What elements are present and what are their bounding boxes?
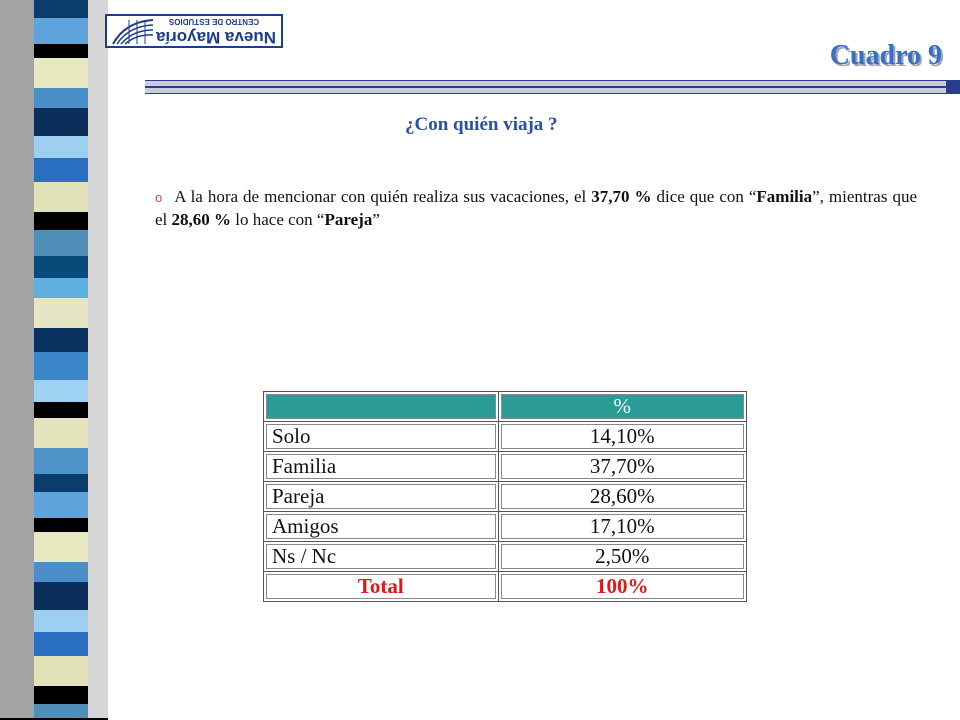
stripe-segment — [34, 418, 88, 448]
paragraph-text-5: ” — [372, 210, 380, 229]
logo-brand-text: Nueva Mayoría — [156, 28, 276, 47]
row-label-cell: Solo — [264, 422, 499, 452]
companion-table — [263, 391, 747, 602]
row-value-cell: 14,10% — [498, 422, 746, 452]
stripe-segment — [34, 402, 88, 418]
stripe-segment — [34, 328, 88, 352]
stripe-segment — [34, 88, 88, 108]
table-row — [264, 482, 747, 512]
stripe-segment — [34, 562, 88, 582]
stripe-segment — [34, 582, 88, 610]
title-rule-bar — [145, 80, 960, 94]
stripe-segment — [34, 656, 88, 686]
stripe-segment — [34, 298, 88, 328]
row-label-cell: Ns / Nc — [264, 542, 499, 572]
paragraph-bold-4: Pareja — [324, 210, 373, 229]
slide-subtitle: ¿Con quién viaja ? — [405, 114, 558, 135]
rule-bar-line — [145, 86, 960, 88]
stripe-segment — [34, 182, 88, 212]
row-label-cell: Pareja — [264, 482, 499, 512]
stripe-segment — [34, 18, 88, 44]
row-value-cell: 37,70% — [498, 452, 746, 482]
table-header-row — [264, 392, 747, 422]
total-value-cell: 100% — [498, 572, 746, 602]
stripe-segment — [34, 686, 88, 704]
paragraph-text-4: lo hace con “ — [231, 210, 325, 229]
table-total-row — [264, 572, 747, 602]
stripe-segment — [34, 474, 88, 492]
stripe-segment — [34, 230, 88, 256]
stripe-segment — [34, 44, 88, 58]
stripe-gray-strip — [0, 0, 34, 720]
row-value-cell: 17,10% — [498, 512, 746, 542]
stripe-segment — [34, 256, 88, 278]
table-row — [264, 512, 747, 542]
stripe-segment — [34, 158, 88, 182]
slide-title: Cuadro 9 — [829, 40, 942, 71]
row-label-cell: Amigos — [264, 512, 499, 542]
stripe-segment — [34, 58, 88, 88]
stripe-segment — [34, 632, 88, 656]
stripe-column — [34, 0, 88, 720]
table-row — [264, 542, 747, 572]
nueva-mayoria-logo — [105, 14, 283, 48]
stripe-segment — [34, 380, 88, 402]
stripe-light-strip — [88, 0, 108, 720]
paragraph-bold-2: Familia — [756, 187, 813, 206]
stripe-segment — [34, 136, 88, 158]
logo-sub-text: CENTRO DE ESTUDIOS — [168, 17, 260, 26]
stripe-segment — [34, 610, 88, 632]
row-value-cell: 2,50% — [498, 542, 746, 572]
paragraph-text-2: dice que con “ — [651, 187, 757, 206]
header-value-cell: % — [498, 392, 746, 422]
row-label-cell: Familia — [264, 452, 499, 482]
bullet-paragraph — [155, 186, 917, 231]
stripe-segment — [34, 278, 88, 298]
header-label-cell — [264, 392, 499, 422]
stripe-segment — [34, 448, 88, 474]
paragraph-bold-3: 28,60 % — [171, 210, 232, 229]
bullet-marker: o — [155, 190, 163, 205]
paragraph-bold-1: 37,70 % — [591, 187, 652, 206]
total-label-cell: Total — [264, 572, 499, 602]
stripe-segment — [34, 492, 88, 518]
decorative-stripe-band — [0, 0, 108, 720]
stripe-segment — [34, 0, 88, 18]
stripe-segment — [34, 518, 88, 532]
stripe-segment — [34, 212, 88, 230]
table-row — [264, 452, 747, 482]
paragraph-text-3: ”, mientras que el — [155, 187, 917, 229]
rule-bar-cap — [946, 80, 960, 94]
stripe-segment — [34, 532, 88, 562]
row-value-cell: 28,60% — [498, 482, 746, 512]
stripe-segment — [34, 108, 88, 136]
logo-globe-icon — [111, 18, 155, 46]
paragraph-text-1: A la hora de mencionar con quién realiza sus vacaciones, el — [174, 187, 592, 206]
stripe-segment — [34, 352, 88, 380]
table-row — [264, 422, 747, 452]
